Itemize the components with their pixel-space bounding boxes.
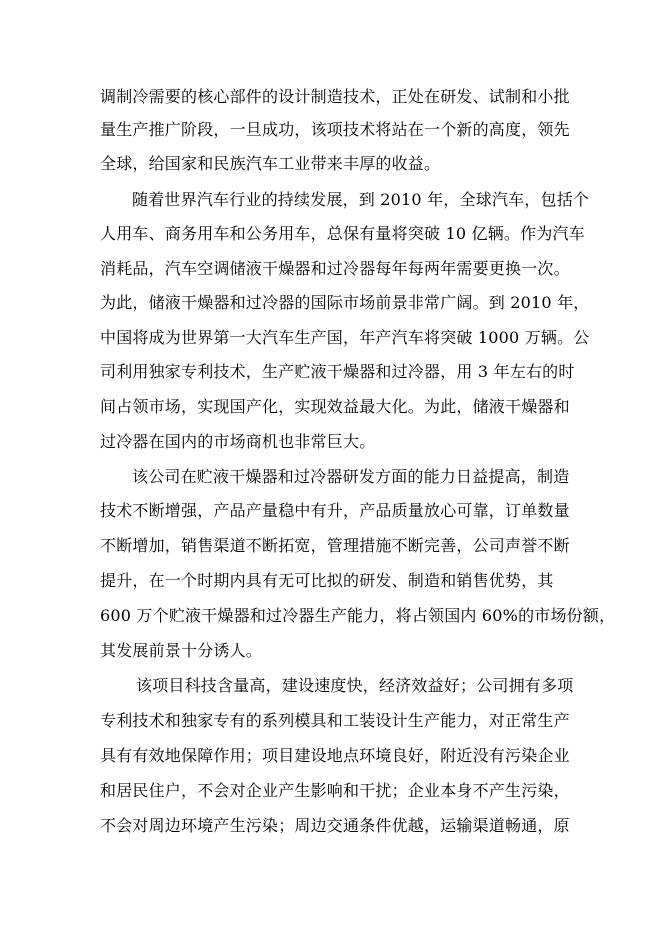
text-line: 不断增加，销售渠道不断拓宽，管理措施不断完善，公司声誉不断 (100, 536, 570, 555)
text-line: 全球，给国家和民族汽车工业带来丰厚的收益。 (100, 154, 441, 173)
text-line: 不会对周边环境产生污染；周边交通条件优越，运输渠道畅通，原 (100, 816, 570, 835)
text-line: 其发展前景十分诱人。 (100, 641, 263, 660)
text-line: 随着世界汽车行业的持续发展，到 2010 年，全球汽车，包括个 (132, 190, 590, 209)
text-line: 具有有效地保障作用；项目建设地点环境良好，附近没有污染企业 (100, 746, 570, 765)
text-line: 为此，储液干燥器和过冷器的国际市场前景非常广阔。到 2010 年， (100, 293, 590, 312)
text-line: 过冷器在国内的市场商机也非常巨大。 (100, 432, 376, 451)
text-line: 人用车、商务用车和公务用车，总保有量将突破 10 亿辆。作为汽车 (100, 224, 585, 243)
text-line: 间占领市场，实现国产化，实现效益最大化。为此，储液干燥器和 (100, 397, 570, 416)
text-line: 中国将成为世界第一大汽车生产国，年产汽车将突破 1000 万辆。公 (100, 328, 590, 347)
text-line: 消耗品，汽车空调储液干燥器和过冷器每年每两年需要更换一次。 (100, 259, 570, 278)
text-line: 量生产推广阶段，一旦成功，该项技术将站在一个新的高度，领先 (100, 120, 570, 139)
text-line: 司利用独家专利技术，生产贮液干燥器和过冷器，用 3 年左右的时 (100, 362, 575, 381)
text-line: 技术不断增强，产品产量稳中有升，产品质量放心可靠，订单数量 (100, 501, 570, 520)
text-line: 该项目科技含量高，建设速度快，经济效益好；公司拥有多项 (136, 676, 574, 695)
text-line: 专利技术和独家专有的系列模具和工装设计生产能力，对正常生产 (100, 711, 570, 730)
text-line: 和居民住户，不会对企业产生影响和干扰；企业本身不产生污染， (100, 781, 570, 800)
text-line: 提升，在一个时期内具有无可比拟的研发、制造和销售优势，其 (100, 571, 554, 590)
text-line: 该公司在贮液干燥器和过冷器研发方面的能力日益提高，制造 (132, 467, 570, 486)
text-line: 调制冷需要的核心部件的设计制造技术，正处在研发、试制和小批 (100, 87, 570, 106)
text-line: 600 万个贮液干燥器和过冷器生产能力，将占领国内 60%的市场份额， (100, 606, 616, 625)
